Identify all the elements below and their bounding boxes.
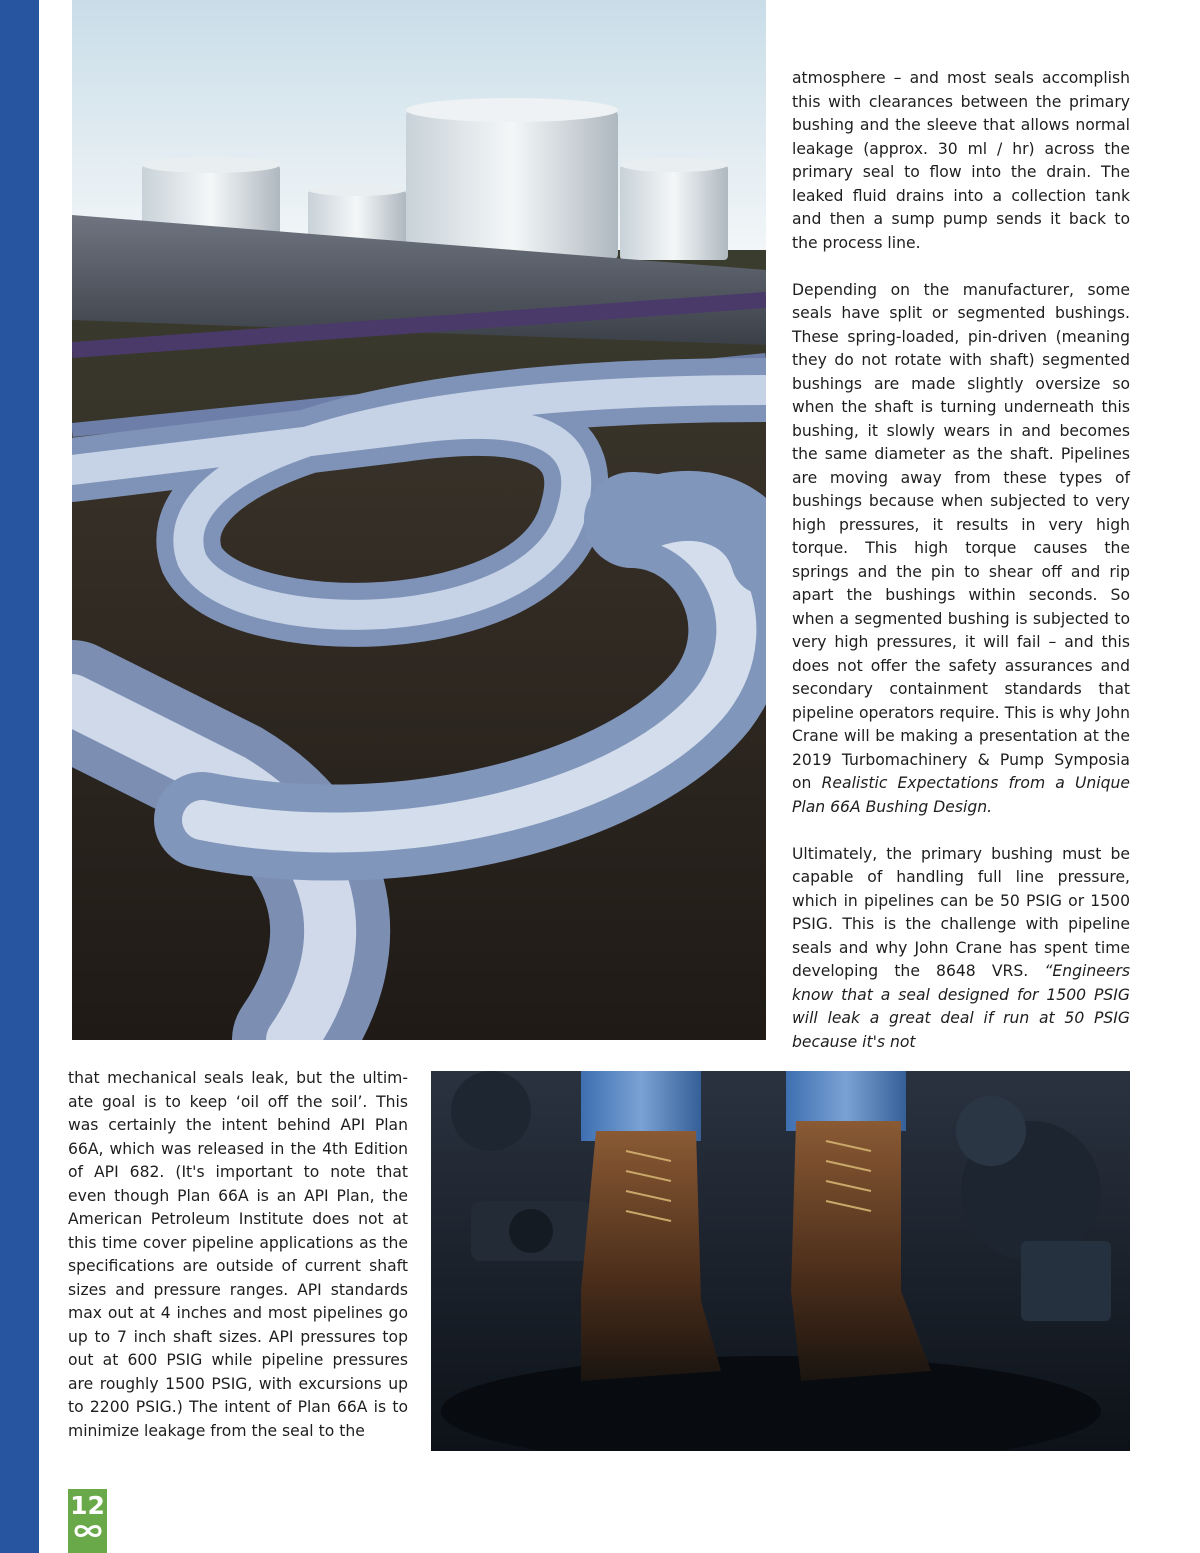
page-number: 12 <box>70 1491 105 1520</box>
right-paragraph-2-text: Depending on the manufacturer, some seals have split or segmented bushings. These spring-loaded, pin-driven (meaning they do not rotate with shaft) segmented bushings are made slightly oversize so when the shaft is turning underneath this bushing, it slowly wears in and becomes the same diameter as the shaft. Pipelines are moving away from these types of bushings because when subjected to very high pressures, it results in very high torque. This high torque causes the springs and the pin to shear off and rip apart the bushings within seconds. So when a segmented bushing is subjected to very high pressures, it will fail – and this does not offer the safety assurances and secondary containment standards that pipeline operators require. This is why John Crane will be making a presentation at the 2019 Turbomachinery & Pump Symposia on <box>792 280 1130 792</box>
right-paragraph-2 <box>792 279 1130 820</box>
infinity-icon <box>72 1522 104 1540</box>
engineer-quote: “Engineers know that a seal designed for 1500 PSIG will leak a great deal if run at 50 PSIG because it's not <box>792 962 1130 1051</box>
page-number-box <box>68 1489 107 1553</box>
pipeline-photo <box>72 0 766 1040</box>
right-text-column <box>792 67 1130 1054</box>
presentation-title: Realistic Expectations from a Unique Plan 66A Bushing Design. <box>792 774 1130 816</box>
left-text-column <box>68 1067 408 1443</box>
right-paragraph-3 <box>792 843 1130 1055</box>
oil-boots-photo <box>431 1071 1130 1451</box>
right-paragraph-1: atmosphere – and most seals accomplish this with clearances between the primary bushing and the sleeve that allows normal leakage (approx. 30 ml / hr) across the primary seal to flow into the drain. The leaked fluid drains into a collection tank and then a sump pump sends it back to the process line. <box>792 69 1130 252</box>
left-paragraph-1: that mechanical seals leak, but the ultimate goal is to keep ‘oil off the soil’. This was certainly the intent behind API Plan 66A, which was released in the 4th Edition of API 682. (It's important to note that even though Plan 66A is an API Plan, the American Petroleum Institute does not at this time cover pipeline applications as the specifications are outside of current shaft sizes and pressure ranges. API standards max out at 4 inches and most pipelines go up to 7 inch shaft sizes. API pressures top out at 600 PSIG while pipeline pressures are roughly 1500 PSIG, with excursions up to 2200 PSIG.) The intent of Plan 66A is to minimize leakage from the seal to the <box>68 1069 408 1440</box>
sidebar-stripe <box>0 0 39 1553</box>
right-paragraph-3-text: Ultimately, the primary bushing must be capable of handling full line pressure, which in pipelines can be 50 PSIG or 1500 PSIG. This is the challenge with pipeline seals and why John Crane has spent time developing the 8648 VRS. <box>792 844 1130 980</box>
